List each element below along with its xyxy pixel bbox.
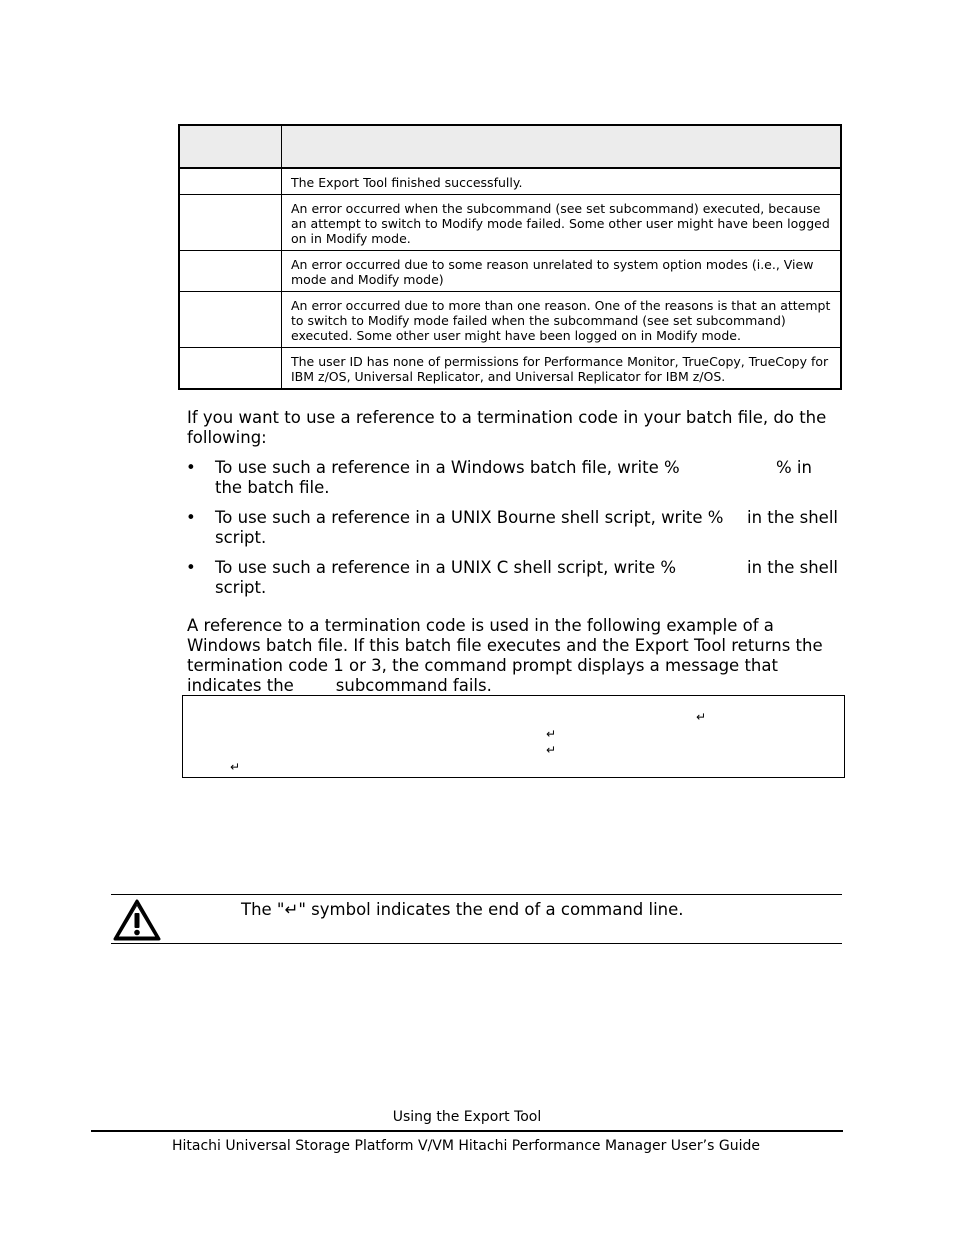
return-symbol: ↵	[230, 760, 241, 774]
bullet-2-text-c: script.	[215, 528, 267, 547]
return-symbol: ↵	[546, 727, 557, 741]
return-symbol: ↵	[546, 743, 557, 757]
table-cell-code	[179, 292, 282, 348]
bullet-1-text-c: the batch file.	[215, 478, 330, 497]
table-cell-code	[179, 195, 282, 251]
note-top-divider	[111, 894, 842, 895]
footer-guide-title: Hitachi Universal Storage Platform V/VM Hitachi Performance Manager User’s Guide	[172, 1138, 760, 1154]
example-paragraph: A reference to a termination code is used in the following example of a Windows batch file. If this batch file executes and the Export Tool returns the termination code 1 or 3, the command prompt displays a message that indicates the subcommand fails.	[187, 616, 828, 695]
table-cell-description: An error occurred when the subcommand (see set subcommand) executed, because an attempt to switch to Modify mode failed. Some other user might have been logged on in Modify mode.	[282, 195, 842, 251]
table-cell-code	[179, 251, 282, 292]
table-row	[179, 251, 841, 292]
table-row	[179, 348, 841, 390]
return-symbol: ↵	[696, 710, 707, 724]
table-cell-description: An error occurred due to some reason unrelated to system option modes (i.e., View mode and Modify mode)	[282, 251, 842, 292]
table-cell-code	[179, 348, 282, 390]
table-header-row	[179, 125, 841, 168]
table-cell-description: The user ID has none of permissions for Performance Monitor, TrueCopy, TrueCopy for IBM z/OS, Universal Replicator, and Universal Replicator for IBM z/OS.	[282, 348, 842, 390]
bullet-marker: •	[186, 558, 196, 577]
bullet-3-text-c: script.	[215, 578, 267, 597]
bullet-3-text-a: To use such a reference in a UNIX C shell script, write %	[215, 558, 677, 577]
bullet-2-text-a: To use such a reference in a UNIX Bourne shell script, write %	[215, 508, 724, 527]
intro-paragraph: If you want to use a reference to a termination code in your batch file, do the following:	[187, 408, 827, 447]
termination-code-table	[178, 124, 842, 390]
note-text: The "↵" symbol indicates the end of a command line.	[241, 900, 684, 919]
table-row	[179, 292, 841, 348]
table-cell-code	[179, 168, 282, 195]
warning-triangle-icon	[113, 898, 161, 942]
table-cell-description: An error occurred due to more than one reason. One of the reasons is that an attempt to switch to Modify mode failed when the subcommand (see set subcommand) executed. Some other user might have been logged on in Modify mode.	[282, 292, 842, 348]
table-header-code	[179, 125, 282, 168]
note-bottom-divider	[111, 943, 842, 944]
table-cell-description: The Export Tool finished successfully.	[282, 168, 842, 195]
bullet-3-text-b: in the shell	[747, 558, 838, 577]
footer-divider	[91, 1130, 843, 1132]
bullet-2-text-b: in the shell	[747, 508, 838, 527]
bullet-1-text-a: To use such a reference in a Windows batch file, write %	[215, 458, 680, 477]
bullet-1-text-b: % in	[776, 458, 812, 477]
batch-file-example-box	[182, 695, 845, 778]
bullet-marker: •	[186, 508, 196, 527]
table-header-description	[282, 125, 842, 168]
bullet-marker: •	[186, 458, 196, 477]
table-row	[179, 168, 841, 195]
footer-section-title: Using the Export Tool	[392, 1109, 542, 1125]
table-row	[179, 195, 841, 251]
